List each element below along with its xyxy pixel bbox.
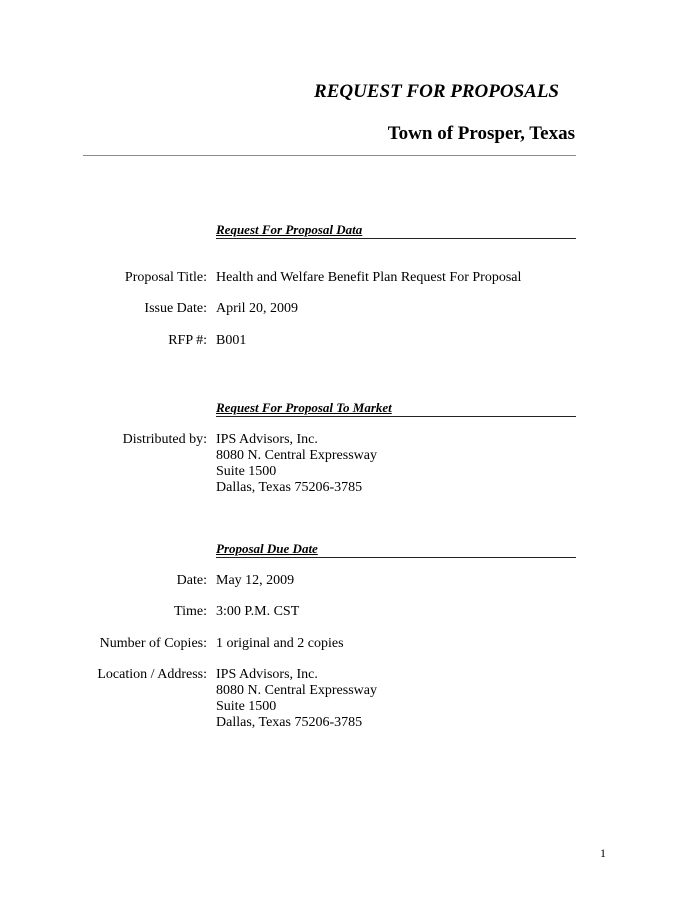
proposal-title-label: Proposal Title: xyxy=(124,270,207,285)
header-divider xyxy=(83,155,576,156)
address-line: 8080 N. Central Expressway xyxy=(216,448,377,463)
distributed-by-address xyxy=(216,432,616,496)
rfp-number-value: B001 xyxy=(216,333,247,348)
issue-date-label: Issue Date: xyxy=(144,301,207,316)
proposal-title-value: Health and Welfare Benefit Plan Request For Proposal xyxy=(216,270,522,285)
distributed-by-label: Distributed by: xyxy=(122,432,207,447)
section-heading-due-date xyxy=(216,541,576,558)
section-heading-rfp-to-market xyxy=(216,400,576,417)
document-subtitle: Town of Prosper, Texas xyxy=(387,123,575,144)
due-time-label: Time: xyxy=(174,604,207,619)
rfp-number-label: RFP #: xyxy=(168,333,207,348)
address-line: 8080 N. Central Expressway xyxy=(216,683,377,698)
address-line: IPS Advisors, Inc. xyxy=(216,432,318,447)
section-heading-text: Request For Proposal Data xyxy=(216,222,363,237)
address-line: Dallas, Texas 75206-3785 xyxy=(216,715,363,730)
copies-label: Number of Copies: xyxy=(99,636,207,651)
issue-date-value: April 20, 2009 xyxy=(216,301,299,316)
section-heading-text: Request For Proposal To Market xyxy=(216,400,392,415)
location-address xyxy=(216,667,616,731)
address-line: Suite 1500 xyxy=(216,464,277,479)
due-date-label: Date: xyxy=(176,573,207,588)
section-heading-rfp-data xyxy=(216,222,576,239)
due-time-value: 3:00 P.M. CST xyxy=(216,604,300,619)
copies-value: 1 original and 2 copies xyxy=(216,636,344,651)
address-line: Suite 1500 xyxy=(216,699,277,714)
address-line: IPS Advisors, Inc. xyxy=(216,667,318,682)
document-title: REQUEST FOR PROPOSALS xyxy=(314,81,559,102)
page-number: 1 xyxy=(600,846,606,860)
location-label: Location / Address: xyxy=(97,667,207,682)
section-heading-text: Proposal Due Date xyxy=(216,541,318,556)
due-date-value: May 12, 2009 xyxy=(216,573,295,588)
address-line: Dallas, Texas 75206-3785 xyxy=(216,480,363,495)
